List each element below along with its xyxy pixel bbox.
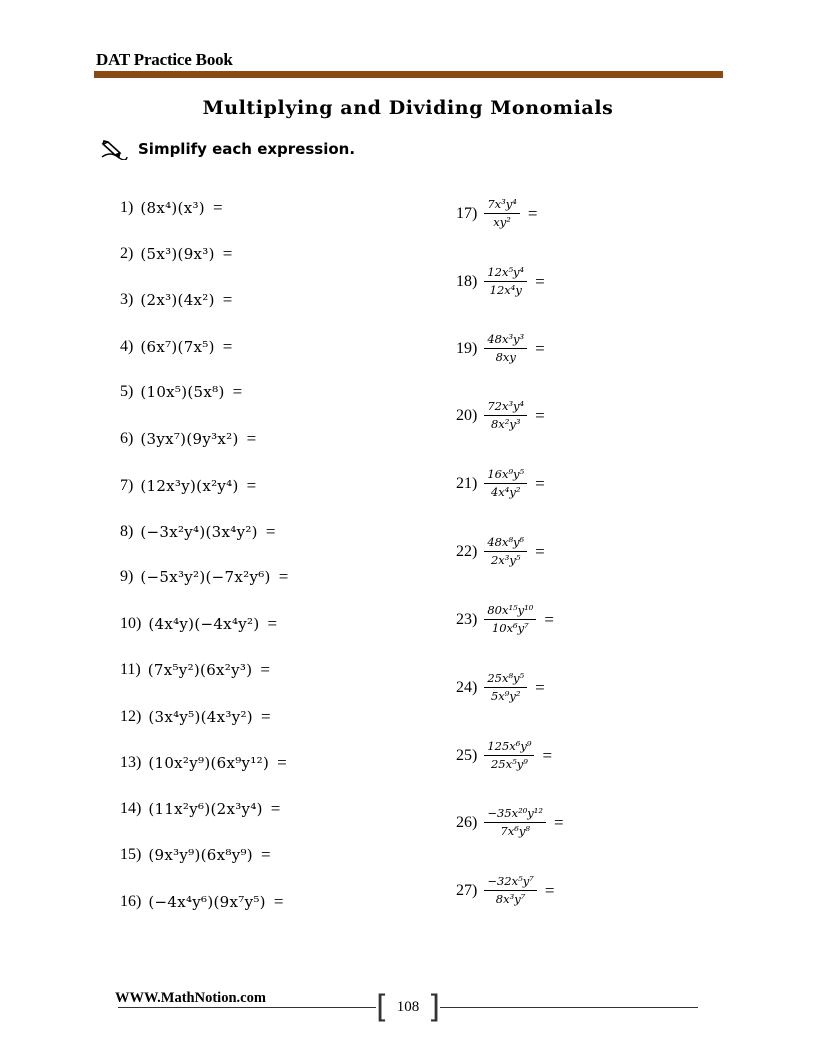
- book-title: DAT Practice Book: [96, 50, 233, 69]
- problem-number: 21): [456, 474, 478, 492]
- problem-number: 25): [456, 746, 478, 764]
- equals-sign: =: [544, 880, 555, 900]
- header-bar: [94, 71, 723, 78]
- problem-expression: (10x²y⁹)(6x⁹y¹²): [148, 754, 270, 772]
- problem-number: 23): [456, 610, 478, 628]
- equals-sign: =: [270, 799, 281, 818]
- problem-number: 13): [120, 754, 142, 771]
- fraction-numerator: −32x⁵y⁷: [484, 875, 536, 891]
- problem-expression: (4x⁴y)(−4x⁴y²): [148, 615, 260, 633]
- problem-expression: (−4x⁴y⁶)(9x⁷y⁵): [148, 893, 266, 911]
- problem-12: [120, 707, 271, 727]
- problem-number: 19): [456, 339, 478, 357]
- fraction-denominator: 10x⁶y⁷: [491, 621, 529, 636]
- fraction-numerator: 48x³y³: [484, 333, 527, 349]
- fraction-denominator: 4x⁴y²: [490, 485, 521, 500]
- problem-24: [456, 672, 545, 703]
- problem-number: 14): [120, 800, 142, 817]
- problem-15: [120, 845, 271, 865]
- equals-sign: =: [554, 812, 564, 832]
- fraction-denominator: 8xy: [495, 350, 516, 365]
- equals-sign: =: [212, 198, 223, 217]
- equals-sign: =: [535, 677, 545, 697]
- problem-number: 15): [120, 846, 142, 863]
- problem-19: [456, 333, 545, 364]
- page-number: 108: [396, 998, 420, 1015]
- equals-sign: =: [260, 660, 270, 679]
- problem-number: 5): [120, 383, 134, 400]
- problem-5: [120, 382, 242, 402]
- fraction-denominator: 25x⁵y⁹: [490, 757, 528, 772]
- problem-20: [456, 400, 545, 431]
- equals-sign: =: [544, 609, 554, 629]
- problem-expression: (5x³)(9x³): [140, 245, 215, 263]
- problem-number: 3): [120, 291, 134, 308]
- equals-sign: =: [260, 845, 271, 864]
- fraction-numerator: 125x⁶y⁹: [484, 740, 534, 756]
- problem-2: [120, 244, 232, 264]
- equals-sign: =: [222, 290, 233, 309]
- problem-number: 22): [456, 542, 478, 560]
- equals-sign: =: [535, 271, 545, 291]
- equals-sign: =: [273, 892, 284, 911]
- fraction-numerator: 16x⁹y⁵: [484, 468, 527, 484]
- equals-sign: =: [535, 338, 545, 358]
- problem-7: [120, 476, 256, 496]
- page-bracket-left: [: [376, 989, 389, 1025]
- equals-sign: =: [535, 541, 545, 561]
- equals-sign: =: [222, 244, 233, 263]
- problem-25: [456, 740, 552, 771]
- problem-expression: (9x³y⁹)(6x⁸y⁹): [148, 846, 253, 864]
- fraction: [484, 672, 527, 703]
- fraction: [484, 333, 527, 364]
- fraction-denominator: 7x⁶y⁸: [500, 824, 530, 839]
- problem-16: [120, 892, 283, 912]
- page-title: Multiplying and Dividing Monomials: [202, 97, 614, 119]
- fraction: [484, 807, 546, 838]
- fraction-numerator: 80x¹⁵y¹⁰: [484, 604, 536, 620]
- fraction-numerator: 7x³y⁴: [484, 198, 520, 214]
- footer-rule-right: [440, 1007, 698, 1008]
- fraction-denominator: 8x²y³: [490, 417, 521, 432]
- fraction-numerator: 25x⁸y⁵: [484, 672, 527, 688]
- equals-sign: =: [232, 382, 243, 401]
- equals-sign: =: [535, 405, 545, 425]
- equals-sign: =: [277, 753, 287, 772]
- problem-expression: (6x⁷)(7x⁵): [140, 338, 215, 356]
- problem-expression: (3x⁴y⁵)(4x³y²): [148, 708, 253, 726]
- fraction: [484, 604, 536, 635]
- problem-expression: (11x²y⁶)(2x³y⁴): [148, 800, 263, 818]
- problem-21: [456, 468, 545, 499]
- problem-expression: (−5x³y²)(−7x²y⁶): [140, 568, 271, 586]
- problem-17: [456, 198, 537, 229]
- problem-number: 8): [120, 523, 134, 540]
- problem-number: 7): [120, 477, 134, 494]
- problem-22: [456, 536, 545, 567]
- footer-url: WWW.MathNotion.com: [115, 990, 266, 1006]
- problem-27: [456, 875, 554, 906]
- fraction: [484, 468, 527, 499]
- problem-number: 4): [120, 338, 134, 355]
- problem-number: 6): [120, 430, 134, 447]
- problem-expression: (7x⁵y²)(6x²y³): [147, 661, 253, 679]
- problem-number: 16): [120, 893, 142, 910]
- fraction-numerator: 48x⁸y⁶: [484, 536, 527, 552]
- equals-sign: =: [222, 337, 233, 356]
- fraction-numerator: 12x⁵y⁴: [484, 266, 527, 282]
- problem-11: [120, 660, 270, 680]
- problem-expression: (3yx⁷)(9y³x²): [140, 430, 239, 448]
- problem-6: [120, 429, 256, 449]
- instruction-text: Simplify each expression.: [138, 140, 356, 158]
- fraction: [484, 266, 527, 297]
- page-bracket-right: ]: [428, 989, 441, 1025]
- fraction-denominator: 12x⁴y: [489, 283, 522, 298]
- problem-number: 9): [120, 568, 134, 585]
- problem-expression: (2x³)(4x²): [140, 291, 215, 309]
- problem-3: [120, 290, 232, 310]
- problem-18: [456, 266, 545, 297]
- fraction: [484, 875, 536, 906]
- problem-number: 1): [120, 199, 134, 216]
- problem-expression: (10x⁵)(5x⁸): [140, 383, 225, 401]
- fraction: [484, 740, 534, 771]
- problem-number: 26): [456, 813, 478, 831]
- problem-8: [120, 522, 275, 542]
- footer-rule-left: [118, 1007, 376, 1008]
- fraction-denominator: xy²: [493, 215, 511, 230]
- problem-9: [120, 567, 288, 587]
- problem-13: [120, 753, 287, 773]
- problem-number: 17): [456, 204, 478, 222]
- problem-number: 10): [120, 615, 142, 632]
- problem-number: 18): [456, 272, 478, 290]
- pencil-icon: [100, 138, 128, 160]
- problem-4: [120, 337, 232, 357]
- equals-sign: =: [278, 567, 289, 586]
- problem-number: 11): [120, 661, 141, 678]
- problem-14: [120, 799, 280, 819]
- problem-number: 24): [456, 678, 478, 696]
- fraction-denominator: 2x³y⁵: [490, 553, 521, 568]
- problem-number: 2): [120, 245, 134, 262]
- problem-expression: (8x⁴)(x³): [140, 199, 205, 217]
- equals-sign: =: [542, 745, 553, 765]
- fraction-numerator: 72x³y⁴: [484, 400, 527, 416]
- problem-number: 27): [456, 881, 478, 899]
- equals-sign: =: [265, 522, 276, 541]
- fraction: [484, 198, 520, 229]
- problem-10: [120, 614, 277, 634]
- problem-number: 12): [120, 708, 142, 725]
- problem-1: [120, 198, 223, 218]
- problem-number: 20): [456, 406, 478, 424]
- equals-sign: =: [267, 614, 278, 633]
- problem-23: [456, 604, 554, 635]
- fraction-numerator: −35x²⁰y¹²: [484, 807, 546, 823]
- fraction: [484, 400, 527, 431]
- problem-expression: (−3x²y⁴)(3x⁴y²): [140, 523, 258, 541]
- problem-26: [456, 807, 564, 838]
- equals-sign: =: [246, 429, 257, 448]
- problem-expression: (12x³y)(x²y⁴): [140, 477, 239, 495]
- equals-sign: =: [535, 473, 545, 493]
- equals-sign: =: [527, 203, 538, 223]
- fraction: [484, 536, 527, 567]
- fraction-denominator: 5x⁹y²: [490, 689, 521, 704]
- instruction: [100, 138, 355, 160]
- equals-sign: =: [260, 707, 271, 726]
- fraction-denominator: 8x³y⁷: [495, 892, 526, 907]
- equals-sign: =: [246, 476, 257, 495]
